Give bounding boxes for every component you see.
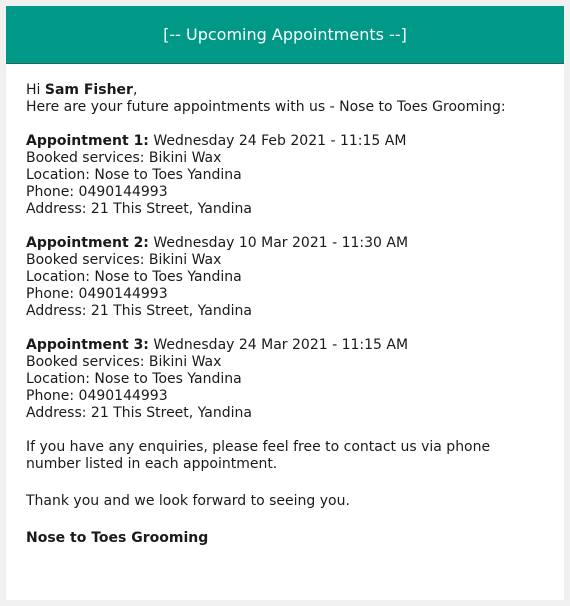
email-title: [-- Upcoming Appointments --] [163,25,407,44]
appointment-label: Appointment 1: [26,133,149,149]
appointment-location: Location: Nose to Toes Yandina [26,167,242,183]
appointment-heading [26,337,544,354]
appointment-datetime: Wednesday 10 Mar 2021 - 11:30 AM [153,235,409,251]
greeting-hi: Hi [26,82,41,98]
appointment-datetime: Wednesday 24 Mar 2021 - 11:15 AM [153,337,409,353]
appointment-location: Location: Nose to Toes Yandina [26,269,242,285]
appointment-phone: Phone: 0490144993 [26,286,168,302]
appointment-phone: Phone: 0490144993 [26,388,168,404]
appointment-phone: Phone: 0490144993 [26,184,168,200]
appointment-label: Appointment 2: [26,235,149,251]
appointment-services: Booked services: Bikini Wax [26,354,222,370]
appointment-3 [26,337,544,422]
greeting [26,82,544,116]
enquiries-text: If you have any enquiries, please feel free to contact us via phone number listed in each appointment. [26,439,491,472]
appointment-datetime: Wednesday 24 Feb 2021 - 11:15 AM [153,133,407,149]
appointment-heading [26,133,544,150]
appointment-address: Address: 21 This Street, Yandina [26,201,252,217]
appointment-heading [26,235,544,252]
thanks-text: Thank you and we look forward to seeing you. [26,493,350,509]
email-header [6,6,564,64]
email-body [6,64,564,547]
customer-name: Sam Fisher [44,82,133,98]
appointment-label: Appointment 3: [26,337,149,353]
appointment-1 [26,133,544,218]
appointment-services: Booked services: Bikini Wax [26,150,222,166]
appointment-services: Booked services: Bikini Wax [26,252,222,268]
appointment-address: Address: 21 This Street, Yandina [26,303,252,319]
appointment-address: Address: 21 This Street, Yandina [26,405,252,421]
appointment-2 [26,235,544,320]
appointment-location: Location: Nose to Toes Yandina [26,371,242,387]
greeting-intro: Here are your future appointments with us - Nose to Toes Grooming: [26,99,506,115]
email-card [6,6,564,600]
signature: Nose to Toes Grooming [26,530,209,546]
greeting-comma: , [132,82,138,98]
